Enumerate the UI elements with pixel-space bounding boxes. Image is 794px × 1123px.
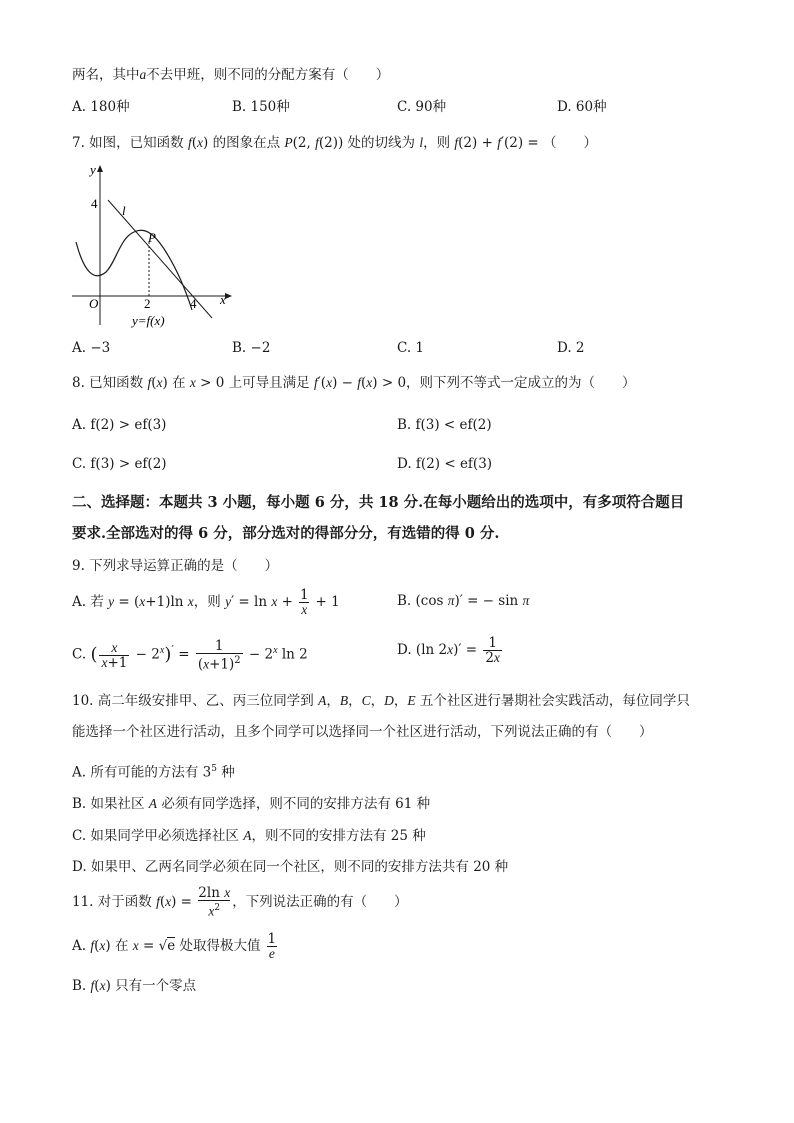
section2-line2: 要求.全部选对的得 6 分，部分选对的得部分分，有选错的得 0 分. [72, 525, 500, 542]
q11-stem: 11. 对于函数 f(x) = $\frac{\text{2ln x}}{x^2}$ ，下列说法正确的有（ ） [72, 885, 408, 919]
point-p-label: P [148, 230, 156, 245]
tangent-label: l [122, 203, 126, 218]
q9-option-c: C. ( $\frac{x}{x+1}$ − $2^x)'$ = $\frac{1}{(x+1)^2}$ − $2^x$ ln 2 [72, 637, 308, 673]
q8-stem: 8. 已知函数 f(x) 在 x > 0 上可导且满足 f′(x) − f(x) > 0，则下列不等式一定成立的为（ ） [72, 375, 636, 391]
q8-option-d: D. f(2) < ef(3) [397, 456, 493, 472]
origin-label: O [89, 296, 99, 311]
q9-option-a: A. 若 y = (x+1)ln x，则 y′ = ln x + $\frac{1}{x}$ + 1 [72, 587, 340, 617]
x-axis-label: x [220, 292, 226, 307]
q11-option-b: B. f(x) 只有一个零点 [72, 978, 197, 994]
x-tick-2: 2 [144, 296, 151, 311]
q10-option-b: B. 如果社区 A 必须有同学选择，则不同的安排方法有 61 种 [72, 796, 431, 812]
section2-line1: 二、选择题：本题共 3 小题，每小题 6 分，共 18 分.在每小题给出的选项中，有多项符合题目 [72, 494, 685, 511]
q9-stem: 9. 下列求导运算正确的是（ ） [72, 558, 279, 574]
q7-option-a: A. −3 [72, 340, 111, 356]
q6-option-a: A. 180种 [72, 99, 130, 115]
q6-stem-tail: 两名，其中a不去甲班，则不同的分配方案有（ ） [72, 67, 390, 83]
y-axis-arrow [97, 165, 103, 172]
x-axis-arrow [225, 293, 232, 299]
curve-label: y=f(x) [132, 313, 165, 328]
q10-stem-line2: 能选择一个社区进行活动，且多个同学可以选择同一个社区进行活动，下列说法正确的有（ ） [72, 724, 653, 740]
q7-figure [70, 160, 240, 330]
q7-option-b: B. −2 [232, 340, 271, 356]
q6-option-b: B. 150种 [232, 99, 290, 115]
q6-option-d: D. 60种 [557, 99, 607, 115]
q9-option-d: D. (ln 2x)′ = $\frac{1}{2x}$ [397, 635, 500, 666]
q6-option-c: C. 90种 [397, 99, 447, 115]
q10-stem-line1: 10. 高二年级安排甲、乙、丙三位同学到 A，B，C，D，E 五个社区进行暑期社会实践活动，每位同学只 [72, 693, 690, 709]
q10-option-c: C. 如果同学甲必须选择社区 A，则不同的安排方法有 25 种 [72, 828, 426, 844]
q11-option-a: A. f(x) 在 x = √e 处取得极大值 $\frac{1}{e}$ [72, 931, 277, 961]
q10-option-d: D. 如果甲、乙两名同学必须在同一个社区，则不同的安排方法共有 20 种 [72, 859, 509, 875]
y-tick-4: 4 [91, 196, 98, 211]
q10-option-a: A. 所有可能的方法有 $3^5$ 种 [72, 764, 235, 781]
q7-option-d: D. 2 [557, 340, 585, 356]
q7-stem: 7. 如图，已知函数 f(x) 的图象在点 P(2, f(2)) 处的切线为 l，则 f(2) + f′(2) = （ ） [72, 135, 598, 151]
q7-option-c: C. 1 [397, 340, 425, 356]
q8-option-c: C. f(3) > ef(2) [72, 456, 167, 472]
q9-option-b: B. (cos π)′ = − sin π [397, 593, 530, 609]
q8-option-b: B. f(3) < ef(2) [397, 417, 492, 433]
q8-option-a: A. f(2) > ef(3) [72, 417, 167, 433]
x-tick-4: 4 [190, 296, 197, 311]
y-axis-label: y [90, 162, 96, 177]
